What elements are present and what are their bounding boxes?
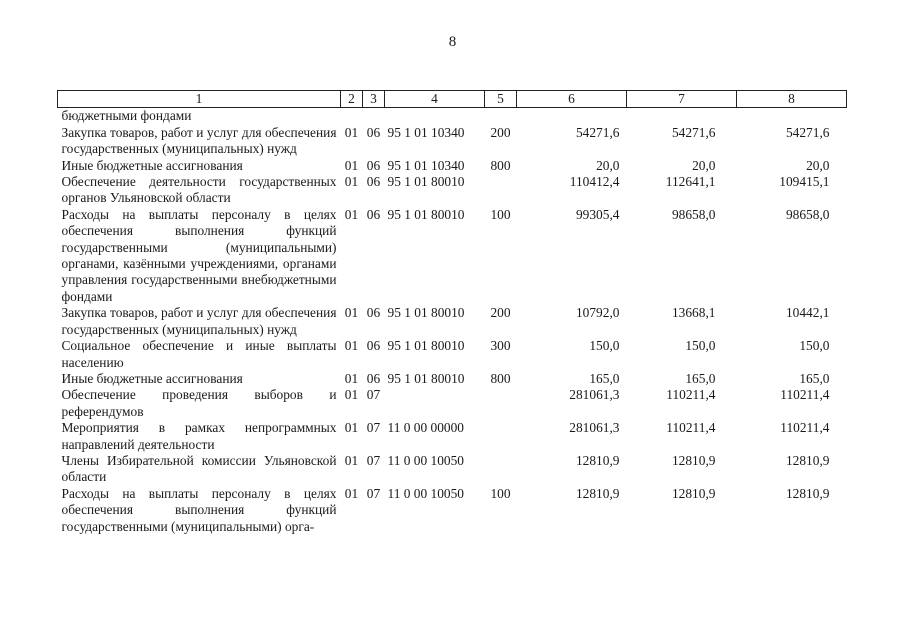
expense-type-code: 800 [490, 370, 511, 386]
target-article-code [385, 387, 485, 420]
amount-col-7-value: 98658,0 [671, 206, 716, 222]
amount-col-7-value: 13668,1 [671, 305, 716, 321]
amount-col-7 [627, 387, 737, 420]
section-code: 01 [344, 370, 359, 386]
table-row [58, 125, 847, 158]
budget-table [57, 90, 847, 535]
amount-col-8 [737, 108, 847, 125]
section-code: 01 [344, 485, 359, 501]
section-code: 01 [344, 305, 359, 321]
column-header: 3 [363, 91, 385, 108]
subsection-code: 07 [366, 485, 381, 501]
target-article-code: 11 0 00 10050 [387, 485, 464, 501]
table-row [58, 338, 847, 371]
amount-col-7 [627, 486, 737, 535]
target-article-code: 95 1 01 80010 [387, 370, 465, 386]
page-number: 8 [448, 34, 457, 50]
expense-type-code: 100 [490, 485, 511, 501]
expense-type-code: 300 [490, 338, 511, 354]
amount-col-8-value: 165,0 [799, 370, 830, 386]
row-description: Члены Избирательной комиссии Ульяновской области [61, 452, 337, 485]
subsection-code: 06 [366, 305, 381, 321]
amount-col-8-value: 110211,4 [780, 420, 830, 436]
amount-col-8-value: 20,0 [806, 157, 830, 173]
target-article-code: 95 1 01 80010 [387, 338, 465, 354]
row-description: Обеспечение проведения выборов и референдумов [61, 387, 337, 419]
amount-col-6 [517, 174, 627, 207]
subsection-code: 06 [366, 338, 381, 354]
amount-col-7-value: 110211,4 [666, 387, 716, 403]
expense-type-code [485, 174, 517, 207]
amount-col-6-value: 54271,6 [575, 124, 620, 140]
row-description: бюджетными фондами [61, 108, 192, 124]
amount-col-6 [517, 420, 627, 453]
target-article-code: 95 1 01 10340 [387, 157, 465, 173]
amount-col-7-value: 12810,9 [671, 452, 716, 468]
table-row [58, 387, 847, 420]
table-body [58, 108, 847, 535]
amount-col-6-value: 281061,3 [569, 420, 620, 436]
row-description: Закупка товаров, работ и услуг для обеспечения государственных (муниципальных) нужд [61, 124, 337, 157]
column-header: 2 [341, 91, 363, 108]
subsection-code: 06 [366, 174, 381, 190]
amount-col-7-value: 12810,9 [671, 485, 716, 501]
amount-col-7 [627, 158, 737, 174]
amount-col-6 [517, 338, 627, 371]
amount-col-8-value: 110211,4 [780, 387, 830, 403]
target-article-code: 11 0 00 10050 [387, 452, 464, 468]
section-code: 01 [344, 387, 359, 403]
amount-col-8-value: 54271,6 [785, 124, 830, 140]
subsection-code: 07 [366, 452, 381, 468]
target-article-code: 95 1 01 80010 [387, 305, 465, 321]
section-code [341, 108, 363, 125]
amount-col-8-value: 12810,9 [785, 452, 830, 468]
amount-col-8-value: 98658,0 [785, 206, 830, 222]
target-article-code [385, 108, 485, 125]
amount-col-8 [737, 486, 847, 535]
column-header: 1 [58, 91, 341, 108]
amount-col-8 [737, 158, 847, 174]
expense-type-code: 800 [490, 157, 511, 173]
row-description: Расходы на выплаты персоналу в целях обеспечения выполнения функций государственными (муниципальными) орга- [61, 485, 337, 534]
amount-col-8 [737, 420, 847, 453]
table-row [58, 207, 847, 305]
amount-col-8 [737, 371, 847, 387]
amount-col-8 [737, 387, 847, 420]
table-row [58, 453, 847, 486]
table-row [58, 158, 847, 174]
subsection-code: 06 [366, 206, 381, 222]
amount-col-6-value: 150,0 [589, 338, 620, 354]
amount-col-7 [627, 453, 737, 486]
table-row [58, 108, 847, 125]
amount-col-6-value: 12810,9 [575, 485, 620, 501]
subsection-code: 07 [366, 387, 381, 403]
amount-col-6 [517, 305, 627, 338]
table-row [58, 486, 847, 535]
amount-col-8 [737, 338, 847, 371]
row-description: Социальное обеспечение и иные выплаты населению [61, 338, 337, 370]
amount-col-7-value: 20,0 [692, 157, 716, 173]
amount-col-7-value: 150,0 [685, 338, 716, 354]
amount-col-8-value: 10442,1 [785, 305, 830, 321]
amount-col-8-value: 12810,9 [785, 485, 830, 501]
expense-type-code [485, 108, 517, 125]
amount-col-8 [737, 453, 847, 486]
section-code: 01 [344, 157, 359, 173]
row-description: Обеспечение деятельности государственных органов Ульяновской области [61, 174, 337, 206]
amount-col-8 [737, 305, 847, 338]
column-header: 8 [737, 91, 847, 108]
column-header: 4 [385, 91, 485, 108]
amount-col-6 [517, 125, 627, 158]
table-row [58, 371, 847, 387]
amount-col-6-value: 10792,0 [575, 305, 620, 321]
expense-type-code: 200 [490, 124, 511, 140]
amount-col-7 [627, 338, 737, 371]
amount-col-7 [627, 207, 737, 305]
amount-col-7 [627, 108, 737, 125]
amount-col-8 [737, 125, 847, 158]
target-article-code: 95 1 01 80010 [387, 174, 465, 190]
column-header: 5 [485, 91, 517, 108]
subsection-code: 06 [366, 157, 381, 173]
row-description: Иные бюджетные ассигнования [61, 370, 243, 386]
amount-col-6-value: 110412,4 [569, 174, 620, 190]
column-header: 7 [627, 91, 737, 108]
amount-col-7 [627, 420, 737, 453]
column-header: 6 [517, 91, 627, 108]
amount-col-6-value: 165,0 [589, 370, 620, 386]
expense-type-code [485, 453, 517, 486]
row-description: Иные бюджетные ассигнования [61, 157, 243, 173]
section-code: 01 [344, 174, 359, 190]
amount-col-7 [627, 371, 737, 387]
table-header-row [58, 91, 847, 108]
section-code: 01 [344, 206, 359, 222]
amount-col-6-value: 99305,4 [575, 206, 620, 222]
target-article-code: 95 1 01 80010 [387, 206, 465, 222]
amount-col-7 [627, 305, 737, 338]
amount-col-6 [517, 371, 627, 387]
amount-col-6-value: 281061,3 [569, 387, 620, 403]
amount-col-7-value: 54271,6 [671, 124, 716, 140]
expense-type-code [485, 420, 517, 453]
amount-col-7-value: 112641,1 [665, 174, 716, 190]
amount-col-7 [627, 174, 737, 207]
subsection-code: 06 [366, 124, 381, 140]
section-code: 01 [344, 338, 359, 354]
amount-col-7 [627, 125, 737, 158]
amount-col-7-value: 110211,4 [666, 420, 716, 436]
amount-col-6 [517, 387, 627, 420]
amount-col-6 [517, 207, 627, 305]
amount-col-7-value: 165,0 [685, 370, 716, 386]
subsection-code: 06 [366, 370, 381, 386]
table-row [58, 174, 847, 207]
amount-col-6 [517, 108, 627, 125]
section-code: 01 [344, 420, 359, 436]
expense-type-code: 100 [490, 206, 511, 222]
subsection-code [363, 108, 385, 125]
amount-col-8 [737, 174, 847, 207]
amount-col-8-value: 109415,1 [779, 174, 830, 190]
row-description: Закупка товаров, работ и услуг для обеспечения государственных (муниципальных) нужд [61, 305, 337, 337]
amount-col-8 [737, 207, 847, 305]
expense-type-code [485, 387, 517, 420]
table-row [58, 305, 847, 338]
row-description: Мероприятия в рамках непрограммных направлений деятельности [61, 420, 337, 452]
subsection-code: 07 [366, 420, 381, 436]
section-code: 01 [344, 452, 359, 468]
amount-col-6 [517, 486, 627, 535]
amount-col-6-value: 12810,9 [575, 452, 620, 468]
target-article-code: 95 1 01 10340 [387, 124, 465, 140]
row-description: Расходы на выплаты персоналу в целях обеспечения выполнения функций государственными (муниципальными) органами, казёнными учреждениями, органами управления государственными внебюджетными фондами [61, 206, 337, 304]
amount-col-8-value: 150,0 [799, 338, 830, 354]
amount-col-6 [517, 158, 627, 174]
amount-col-6-value: 20,0 [596, 157, 620, 173]
amount-col-6 [517, 453, 627, 486]
target-article-code: 11 0 00 00000 [387, 420, 464, 436]
section-code: 01 [344, 124, 359, 140]
table-row [58, 420, 847, 453]
expense-type-code: 200 [490, 305, 511, 321]
